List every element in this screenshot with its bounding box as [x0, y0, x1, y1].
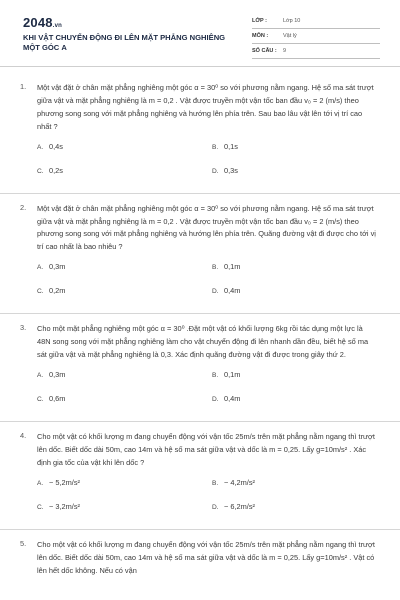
option-b[interactable]: [212, 142, 238, 151]
option-letter: A.: [37, 264, 44, 272]
header: [0, 0, 400, 64]
option-letter: C.: [37, 395, 44, 403]
option-letter: A.: [37, 479, 44, 487]
question-text: Một vật đặt ở chân mặt phẳng nghiêng một góc α = 30⁰ so với phương nằm ngang. Hệ số ma sát trượt giữa vật và mặt phẳng nghiêng là m = 0,2 . Vật được truyền một vận tốc ban đầu v₀ = 2 (m/s) theo phương song song với mặt phẳng nghiêng và hướng lên phía trên. Sau bao lâu vật lên tới vị trí cao nhất ?: [37, 83, 374, 131]
question-text: Một vật đặt ở chân mặt phẳng nghiêng một góc α = 30⁰ so với phương nằm ngang. Hệ số ma sát trượt giữa vật và mặt phẳng nghiêng là m = 0,2 . Vật được truyền một vận tốc ban đầu v₀ = 2 (m/s) theo phương song song với mặt phẳng nghiêng và hướng lên phía trên. Quãng đường vật đi được cho tới vị trí cao nhất là bao nhiêu ?: [37, 203, 376, 252]
logo-main: 2048: [23, 15, 53, 30]
question-number: 1.: [20, 82, 27, 91]
question-divider: [0, 193, 400, 194]
question-list: [0, 82, 400, 577]
answer-options: [37, 262, 378, 306]
option-a[interactable]: [37, 262, 65, 271]
meta-value: Vật lý: [283, 33, 297, 39]
option-letter: D.: [212, 503, 219, 511]
question-5: [20, 539, 378, 578]
answer-options: [37, 370, 378, 414]
option-c[interactable]: [37, 394, 65, 403]
option-text: 0,4s: [49, 141, 63, 151]
option-text: 0,6m: [49, 393, 66, 403]
option-letter: B.: [212, 264, 219, 272]
option-b[interactable]: [212, 370, 240, 379]
option-text: 0,4m: [224, 393, 241, 403]
answer-options: [37, 478, 378, 522]
document-title: KHI VẬT CHUYỂN ĐỘNG ĐI LÊN MẶT PHẲNG NGHIÊNG MỘT GÓC Α: [23, 33, 226, 52]
option-a[interactable]: [37, 370, 65, 379]
meta-value: Lớp 10: [283, 18, 301, 24]
question-text: Cho một mặt phẳng nghiêng một góc α = 30⁰ .Đặt một vật có khối lượng 6kg rồi tác dụng một lực là 48N song song với mặt phẳng nghiêng làm cho vật chuyển động đi lên nhanh dần đều, biết hệ số ma sát giữa vật và mặt phẳng nghiêng là 0,3. Xác định quãng đường vật đi được trong giây thứ 2.: [37, 324, 369, 360]
option-text: − 6,2m/s²: [224, 501, 256, 511]
option-a[interactable]: [37, 478, 80, 487]
question-divider: [0, 421, 400, 422]
meta-value: 9: [283, 48, 287, 54]
option-letter: A.: [37, 143, 44, 151]
option-letter: C.: [37, 167, 44, 175]
question-divider: [0, 529, 400, 530]
option-letter: B.: [212, 371, 219, 379]
question-text: Cho một vật có khối lượng m đang chuyển động với vận tốc 25m/s trên mặt phẳng nằm ngang thì trượt lên dốc. Biết dốc dài 50m, cao 14m và hệ số ma sát giữa vật và dốc là m = 0,25. Lấy g=10m/s² . Vật có lên hết dốc không. Nếu có vận: [37, 539, 375, 575]
option-letter: B.: [212, 479, 219, 487]
option-text: − 3,2m/s²: [49, 501, 81, 511]
option-b[interactable]: [212, 262, 240, 271]
meta-label: LỚP :: [252, 18, 267, 24]
question-number: 2.: [20, 202, 27, 212]
option-c[interactable]: [37, 166, 63, 175]
question-number: 3.: [20, 323, 27, 333]
option-d[interactable]: [212, 394, 240, 403]
option-text: 0,3m: [49, 262, 66, 272]
meta-row-class: [252, 14, 380, 29]
option-text: 0,3m: [49, 369, 66, 379]
option-text: − 4,2m/s²: [224, 477, 256, 487]
question-4: [20, 431, 378, 522]
question-2: [20, 203, 378, 307]
option-a[interactable]: [37, 142, 63, 151]
option-text: − 5,2m/s²: [49, 477, 81, 487]
header-divider: [0, 66, 400, 67]
question-number: 4.: [20, 430, 27, 440]
meta-label: MÔN :: [252, 33, 269, 39]
site-logo[interactable]: [23, 15, 62, 30]
question-1: [20, 82, 378, 186]
option-letter: A.: [37, 371, 44, 379]
option-letter: C.: [37, 288, 44, 296]
option-text: 0,2s: [49, 165, 63, 175]
logo-suffix: .vn: [52, 23, 63, 29]
option-text: 0,1m: [224, 369, 241, 379]
option-text: 0,2m: [49, 286, 66, 296]
question-number: 5.: [20, 538, 27, 548]
question-divider: [0, 313, 400, 314]
option-c[interactable]: [37, 286, 65, 295]
answer-options: [37, 142, 378, 186]
option-d[interactable]: [212, 502, 255, 511]
option-letter: D.: [212, 288, 219, 296]
option-text: 0,4m: [224, 286, 241, 296]
meta-table: [252, 14, 380, 59]
option-letter: D.: [212, 167, 219, 175]
option-text: 0,3s: [224, 165, 238, 175]
question-text: Cho một vật có khối lượng m đang chuyển động với vận tốc 25m/s trên mặt phẳng nằm ngang thì trượt lên dốc. Biết dốc dài 50m, cao 14m và hệ số ma sát giữa vật và dốc là m = 0,25. Lấy g=10m/s² . Xác định gia tốc của vật khi lên dốc ?: [37, 431, 375, 467]
option-d[interactable]: [212, 166, 238, 175]
option-d[interactable]: [212, 286, 240, 295]
meta-row-count: [252, 44, 380, 59]
option-text: 0,1s: [224, 141, 238, 151]
question-3: [20, 323, 378, 414]
meta-row-subject: [252, 29, 380, 44]
option-b[interactable]: [212, 478, 255, 487]
option-text: 0,1m: [224, 262, 241, 272]
option-letter: D.: [212, 395, 219, 403]
option-c[interactable]: [37, 502, 80, 511]
meta-label: SỐ CÂU :: [252, 48, 277, 54]
option-letter: B.: [212, 143, 219, 151]
option-letter: C.: [37, 503, 44, 511]
